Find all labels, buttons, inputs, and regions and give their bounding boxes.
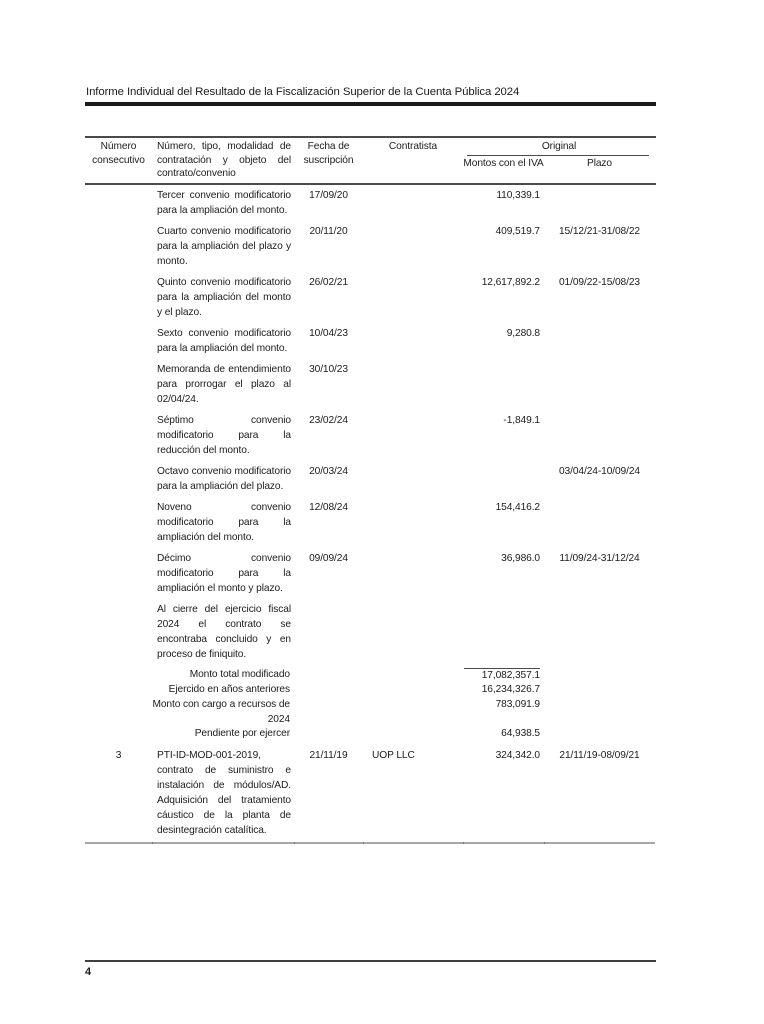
cell-monto-con-iva: 409,519.7 bbox=[495, 225, 540, 237]
original-underline bbox=[467, 155, 649, 156]
table-row bbox=[85, 326, 656, 356]
col-header-contrato-convenio: Número, tipo, modalidad de contratación y objeto del contrato/convenio bbox=[157, 141, 291, 180]
table-row bbox=[85, 464, 656, 494]
cell-plazo: 11/09/24-31/12/24 bbox=[559, 552, 640, 564]
cell-descripcion: Noveno convenio modificatorio para la ampliación del monto. bbox=[157, 501, 291, 543]
contract-modifications-table bbox=[85, 136, 656, 844]
cell-descripcion: Tercer convenio modificatorio para la ampliación del monto. bbox=[157, 189, 291, 216]
col-header-contratista: Contratista bbox=[388, 141, 438, 152]
summary-spacer bbox=[294, 698, 463, 727]
summary-amount bbox=[463, 668, 544, 684]
cell-descripcion: PTI-ID-MOD-001-2019, contrato de suministro e instalación de módulos/AD. Adquisición del tratamiento cáustico de la planta de desintegración catalítica. bbox=[157, 749, 291, 836]
col-header-plazo: Plazo bbox=[587, 157, 612, 169]
bottom-border-segment bbox=[363, 842, 463, 844]
cell-descripcion: Décimo convenio modificatorio para la ampliación el monto y plazo. bbox=[157, 552, 291, 594]
summary-label: Pendiente por ejercer bbox=[194, 728, 290, 740]
cell-descripcion: Cuarto convenio modificatorio para la ampliación del plazo y monto. bbox=[157, 225, 291, 267]
table-row bbox=[85, 748, 656, 838]
table-body-modifications bbox=[85, 188, 656, 662]
cell-contratista: UOP LLC bbox=[372, 749, 415, 761]
document-title: Informe Individual del Resultado de la Fiscalización Superior de la Cuenta Pública 2024 bbox=[86, 86, 520, 98]
summary-amount: 16,234,326.7 bbox=[481, 684, 540, 696]
cell-plazo: 21/11/19-08/09/21 bbox=[559, 749, 640, 761]
summary-spacer bbox=[294, 668, 463, 684]
cell-monto-con-iva: 110,339.1 bbox=[496, 189, 540, 201]
cell-fecha-suscripcion: 20/11/20 bbox=[309, 225, 348, 237]
title-rule bbox=[85, 102, 656, 106]
table-header bbox=[85, 136, 656, 185]
cell-descripcion: Octavo convenio modificatorio para la ampliación del plazo. bbox=[157, 465, 291, 492]
summary-label: Monto con cargo a recursos de 2024 bbox=[152, 698, 290, 725]
cell-monto-con-iva: 9,280.8 bbox=[506, 327, 540, 339]
cell-plazo: 01/09/22-15/08/23 bbox=[558, 276, 640, 288]
cell-plazo: 15/12/21-31/08/22 bbox=[558, 225, 640, 237]
table-row bbox=[85, 224, 656, 269]
col-header-original: Original bbox=[541, 141, 577, 152]
cell-monto-con-iva: 36,986.0 bbox=[501, 552, 540, 564]
bottom-border-segment bbox=[463, 842, 544, 844]
summary-label: Ejercido en años anteriores bbox=[168, 684, 290, 696]
cell-monto-con-iva: 154,416.2 bbox=[495, 501, 540, 513]
table-body-next-contract bbox=[85, 748, 656, 838]
amount-summary-block bbox=[85, 668, 656, 742]
summary-row bbox=[85, 683, 656, 698]
cell-fecha-suscripcion: 10/04/23 bbox=[309, 327, 348, 339]
cell-fecha-suscripcion: 21/11/19 bbox=[309, 749, 348, 761]
cell-monto-con-iva: 12,617,892.2 bbox=[481, 276, 540, 288]
summary-label: Monto total modificado bbox=[189, 668, 290, 680]
cell-descripcion: Séptimo convenio modificatorio para la reducción del monto. bbox=[157, 414, 291, 456]
cell-descripcion: Sexto convenio modificatorio para la ampliación del monto. bbox=[157, 327, 291, 354]
bottom-border-segment bbox=[544, 842, 655, 844]
cell-fecha-suscripcion: 12/08/24 bbox=[309, 501, 348, 513]
bottom-border-segment bbox=[294, 842, 363, 844]
summary-row bbox=[85, 698, 656, 727]
summary-spacer bbox=[294, 727, 463, 742]
cell-descripcion: Memoranda de entendimiento para prorrogar el plazo al 02/04/24. bbox=[157, 363, 291, 405]
col-group-original bbox=[463, 140, 655, 170]
cell-monto-con-iva: 324,342.0 bbox=[495, 749, 540, 761]
table-row bbox=[85, 500, 656, 545]
cell-fecha-suscripcion: 23/02/24 bbox=[309, 414, 348, 426]
summary-row bbox=[85, 668, 656, 684]
cell-numero-consecutivo: 3 bbox=[115, 749, 122, 761]
summary-amount: 783,091.9 bbox=[495, 698, 540, 710]
cell-plazo: 03/04/24-10/09/24 bbox=[558, 465, 640, 477]
table-bottom-border bbox=[85, 842, 656, 844]
col-header-fecha-suscripcion: Fecha de suscripción bbox=[303, 141, 354, 166]
cell-monto-con-iva: -1,849.1 bbox=[503, 414, 540, 426]
cell-fecha-suscripcion: 09/09/24 bbox=[309, 552, 348, 564]
table-row bbox=[85, 275, 656, 320]
summary-amount: 64,938.5 bbox=[501, 728, 540, 740]
bottom-border-segment bbox=[152, 842, 294, 844]
table-row bbox=[85, 551, 656, 596]
bottom-border-segment bbox=[85, 842, 152, 844]
cell-fecha-suscripcion: 20/03/24 bbox=[309, 465, 348, 477]
cell-fecha-suscripcion: 26/02/21 bbox=[309, 276, 348, 288]
table-row bbox=[85, 362, 656, 407]
table-row bbox=[85, 602, 656, 662]
table-row bbox=[85, 188, 656, 218]
table-row bbox=[85, 413, 656, 458]
col-header-numero-consecutivo: Número consecutivo bbox=[92, 141, 145, 166]
summary-spacer bbox=[294, 683, 463, 698]
cell-fecha-suscripcion: 17/09/20 bbox=[309, 189, 348, 201]
cell-descripcion: Quinto convenio modificatorio para la ampliación del monto y el plazo. bbox=[157, 276, 291, 318]
col-header-montos-con-iva: Montos con el IVA bbox=[463, 157, 544, 169]
cell-descripcion: Al cierre del ejercicio fiscal 2024 el contrato se encontraba concluido y en proceso de finiquito. bbox=[157, 603, 291, 660]
summary-amount-total: 17,082,357.1 bbox=[464, 668, 540, 684]
cell-fecha-suscripcion: 30/10/23 bbox=[309, 363, 348, 375]
page-number: 4 bbox=[85, 966, 92, 978]
summary-row bbox=[85, 727, 656, 742]
footer-rule bbox=[85, 960, 656, 962]
